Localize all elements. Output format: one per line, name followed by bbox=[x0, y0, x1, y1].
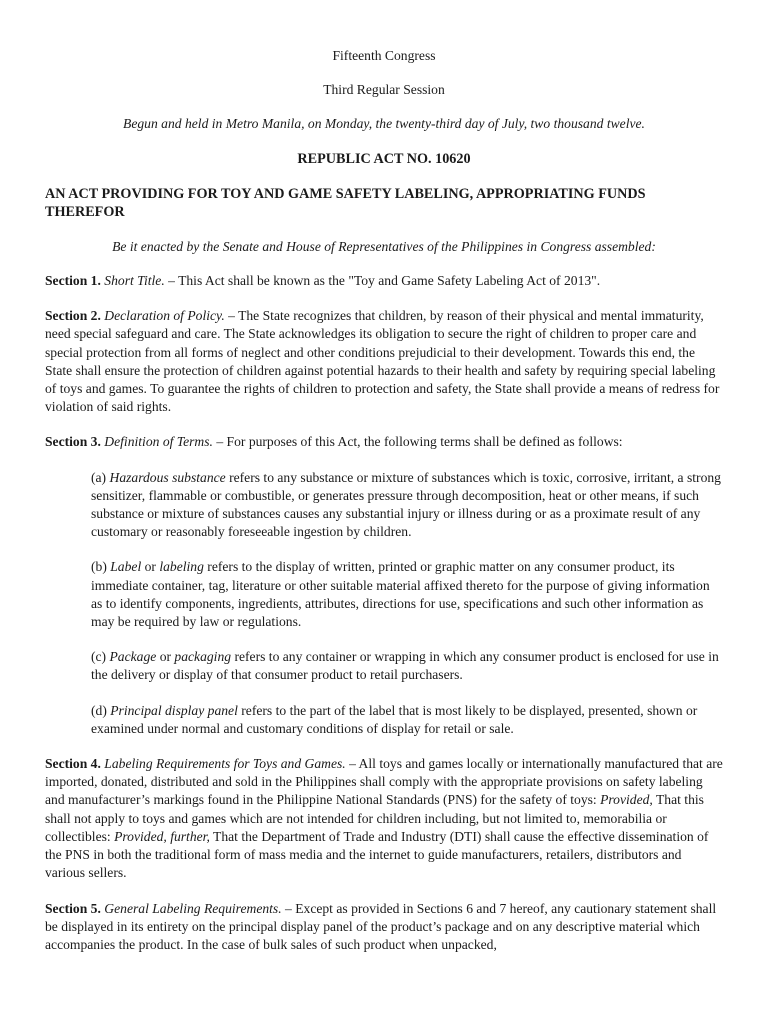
definition-d bbox=[91, 702, 723, 738]
section-4-heading: Labeling Requirements for Toys and Games. bbox=[104, 756, 346, 772]
definition-c-term1: Package bbox=[109, 649, 157, 665]
section-4 bbox=[45, 755, 723, 882]
document-page bbox=[45, 47, 723, 971]
definition-b-text: refers to the display of written, printed or graphic matter on any consumer product, its immediate container, tag, literature or other suitable material affixed thereto for the purpose of giving information as to identify components, ingredients, attributes, directions for use, specifications and such other information as may be required by law or regulations. bbox=[91, 559, 710, 630]
section-3-text: – For purposes of this Act, the following terms shall be defined as follows: bbox=[212, 434, 623, 450]
definition-d-prefix: (d) bbox=[91, 702, 111, 718]
section-2-heading: Declaration of Policy. bbox=[104, 308, 225, 324]
definition-a-text: refers to any substance or mixture of substances which is toxic, corrosive, irritant, a strong sensitizer, flammable or combustible, or generates pressure through decomposition, heat or other means, if such substance or mixture of substances causes any substantial injury or illness during or as a proximate result of any customary or reasonably foreseeable ingestion by children. bbox=[91, 469, 721, 540]
section-3-label: Section 3. bbox=[45, 434, 101, 450]
act-title: AN ACT PROVIDING FOR TOY AND GAME SAFETY LABELING, APPROPRIATING FUNDS THEREFOR bbox=[45, 185, 646, 221]
section-2-label: Section 2. bbox=[45, 308, 101, 324]
section-4-text-1: – All toys and games locally or internationally manufactured that are imported, donated, distributed and sold in the Philippines shall comply with the appropriate provisions on safety labeling and manufacturer’s markings found in the Philippine National Standards (PNS) for the safety of toys: bbox=[45, 756, 723, 808]
definition-c-prefix: (c) bbox=[91, 649, 110, 665]
definition-c-mid: or bbox=[156, 649, 175, 665]
section-4-proviso-1: Provided, bbox=[600, 792, 653, 808]
session-line: Third Regular Session bbox=[323, 82, 445, 98]
definition-a-prefix: (a) bbox=[91, 469, 110, 485]
definition-a bbox=[91, 469, 723, 542]
section-3 bbox=[45, 433, 723, 451]
definition-c bbox=[91, 648, 723, 684]
section-4-text-2: That this shall not apply to toys and games which are not intended for children including, but not limited to, memorabilia or collectibles: bbox=[45, 792, 704, 844]
section-5-label: Section 5. bbox=[45, 900, 101, 916]
section-2-text: – The State recognizes that children, by reason of their physical and mental immaturity, need special safeguard and care. The State acknowledges its obligation to secure the right of children to proper care and special protection from all forms of neglect and other conditions prejudicial to their development. Towards this end, the State shall ensure the protection of children against potential hazards to their health and safety by requiring special labeling of toys and games. To guarantee the rights of children to protection and safety, the State shall provide a means of redress for violation of said rights. bbox=[45, 308, 720, 415]
section-1-heading: Short Title. bbox=[104, 273, 165, 289]
definition-c-text: refers to any container or wrapping in which any consumer product is enclosed for use in the delivery or display of that consumer product to retail purchasers. bbox=[91, 649, 719, 683]
act-number: REPUBLIC ACT NO. 10620 bbox=[297, 150, 471, 167]
section-1 bbox=[45, 272, 723, 290]
definition-d-text: refers to the part of the label that is most likely to be displayed, presented, shown or examined under normal and customary conditions of display for retail or sale. bbox=[91, 702, 698, 736]
section-5-text: – Except as provided in Sections 6 and 7 hereof, any cautionary statement shall be displayed in its entirety on the principal display panel of the product’s package and on any descriptive material which accompanies the product. In the case of bulk sales of such product when unpacked, bbox=[45, 900, 717, 952]
definition-b-term2: labeling bbox=[159, 559, 204, 575]
section-5 bbox=[45, 900, 723, 955]
definition-b bbox=[91, 558, 723, 631]
section-5-heading: General Labeling Requirements. bbox=[104, 900, 282, 916]
section-4-label: Section 4. bbox=[45, 756, 101, 772]
section-4-proviso-2: Provided, further, bbox=[114, 828, 210, 844]
definition-c-term2: packaging bbox=[174, 649, 232, 665]
section-1-label: Section 1. bbox=[45, 273, 101, 289]
section-1-text: – This Act shall be known as the "Toy and Game Safety Labeling Act of 2013". bbox=[164, 273, 601, 289]
definition-b-mid: or bbox=[141, 559, 160, 575]
begun-line: Begun and held in Metro Manila, on Monday, the twenty-third day of July, two thousand twelve. bbox=[123, 116, 645, 132]
definition-b-term1: Label bbox=[110, 559, 142, 575]
definition-d-term: Principal display panel bbox=[110, 702, 238, 718]
definition-a-term: Hazardous substance bbox=[109, 469, 226, 485]
congress-line: Fifteenth Congress bbox=[332, 48, 436, 63]
section-4-text-3: That the Department of Trade and Industry (DTI) shall cause the effective dissemination of the PNS in both the traditional form of mass media and the internet to guide manufacturers, retailers, distributors and various sellers. bbox=[45, 828, 709, 881]
definition-b-prefix: (b) bbox=[91, 559, 111, 575]
enacting-clause: Be it enacted by the Senate and House of Representatives of the Philippines in Congress assembled: bbox=[112, 238, 656, 254]
section-2 bbox=[45, 307, 723, 416]
section-3-heading: Definition of Terms. bbox=[104, 434, 213, 450]
